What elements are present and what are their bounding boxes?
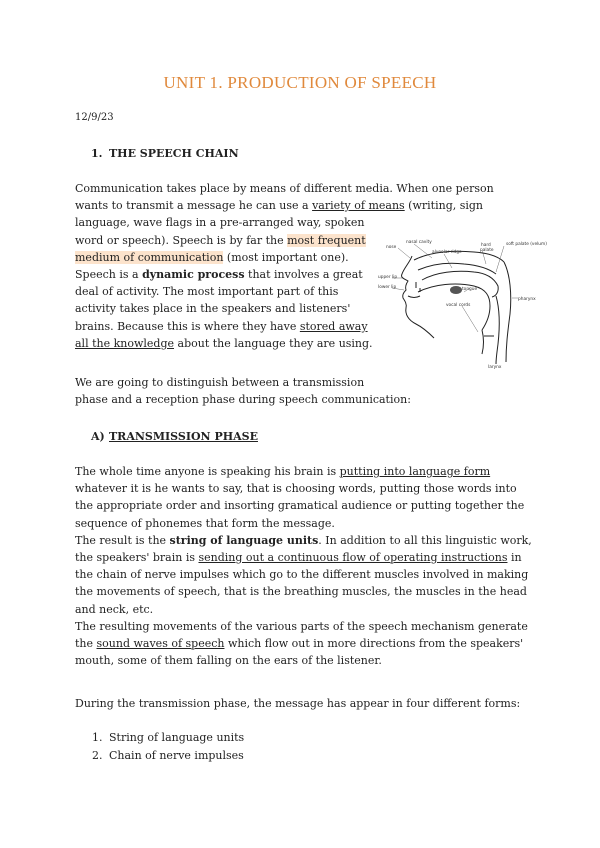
label-nasal-cavity: nasal cavity [406, 240, 432, 245]
text-line: medium of communication (most important one). [75, 250, 349, 264]
underlined-phrase: putting into language form [339, 465, 491, 478]
highlighted-phrase: medium of communication [75, 250, 224, 264]
text-line: The result is the string of language units. In addition to all this linguistic work, [75, 533, 532, 547]
section-title: THE SPEECH CHAIN [109, 147, 239, 160]
underlined-phrase: sound waves of speech [96, 637, 225, 651]
text-line: We are going to distinguish between a transmission [75, 376, 365, 389]
list-item: 2. Chain of nerve impulses [92, 749, 244, 762]
text-line: all the knowledge about the language they are using. [75, 336, 373, 350]
underlined-phrase: variety of means [312, 199, 405, 213]
text-line: whatever it is he wants to say, that is choosing words, putting those words into [75, 482, 517, 496]
label-pharynx: pharynx [518, 297, 536, 302]
text-line: language, wave flags in a pre-arranged way, spoken [75, 216, 365, 230]
date: 12/9/23 [75, 112, 114, 123]
paragraph-four-forms: During the transmission phase, the message has appear in four different forms: [75, 697, 521, 710]
paragraph-transmission [75, 463, 555, 669]
section-heading-speech-chain [91, 147, 239, 160]
label-vocal-cords: vocal cords [446, 303, 471, 308]
label-tongue: tongue [462, 287, 478, 292]
label-nose: nose [386, 245, 397, 250]
highlighted-phrase: most frequent [287, 233, 366, 247]
text-line: and neck, etc. [75, 602, 154, 616]
bold-phrase: string of language units [169, 533, 319, 547]
text-line: brains. Because this is where they have stored away [75, 319, 368, 333]
label-lower-lip: lower lip [378, 285, 397, 290]
page-title: UNIT 1. PRODUCTION OF SPEECH [163, 73, 437, 92]
label-larynx: larynx [488, 365, 502, 370]
text-line: the chain of nerve impulses which go to the different muscles involved in making [75, 568, 529, 582]
section-heading-transmission-phase [91, 430, 258, 443]
label-alveolar-ridge: alveolar ridge [432, 250, 462, 255]
label-upper-lip: upper lip [378, 275, 398, 280]
text-line: sequence of phonemes that form the message. [75, 516, 335, 530]
section-number: A) [91, 430, 105, 443]
vocal-tract-diagram [378, 234, 554, 370]
text-line: the appropriate order and insorting gramatical audience or putting together the [75, 499, 525, 513]
underlined-phrase: stored away [299, 319, 368, 333]
text-line: deal of activity. The most important part of this [75, 285, 339, 299]
text-line: Speech is a dynamic process that involves a great [75, 268, 363, 282]
section-title: TRANSMISSION PHASE [109, 430, 258, 443]
label-hard-palate: hard [481, 243, 491, 248]
section-number: 1. [91, 147, 103, 160]
bold-phrase: dynamic process [142, 268, 245, 282]
text-line: Communication takes place by means of different media. When one person [75, 182, 494, 195]
list-item: 1. String of language units [92, 731, 245, 744]
text-line: word or speech). Speech is by far the most frequent [75, 233, 366, 247]
text-line: the movements of speech, that is the breathing muscles, the muscles in the head [75, 585, 527, 599]
text-line: the speakers' brain is sending out a continuous flow of operating instructions in [75, 551, 522, 565]
text-line: The whole time anyone is speaking his brain is putting into language form [75, 465, 491, 478]
underlined-phrase: all the knowledge [75, 336, 175, 350]
text-line: activity takes place in the speakers and listeners' [75, 302, 351, 316]
text-line: The resulting movements of the various parts of the speech mechanism generate [75, 619, 528, 633]
text-line: the sound waves of speech which flow out in more directions from the speakers' [75, 637, 524, 651]
label-soft-palate: soft palate (velum) [506, 242, 547, 247]
text-line: phase and a reception phase during speech communication: [75, 393, 411, 407]
underlined-phrase: sending out a continuous flow of operating instructions [198, 551, 508, 565]
label-hard-palate-2: palate [480, 248, 494, 253]
paragraph-phases [75, 374, 545, 408]
text-line: mouth, some of them falling on the ears of the listener. [75, 654, 382, 668]
text-line: wants to transmit a message he can use a variety of means (writing, sign [75, 199, 484, 213]
